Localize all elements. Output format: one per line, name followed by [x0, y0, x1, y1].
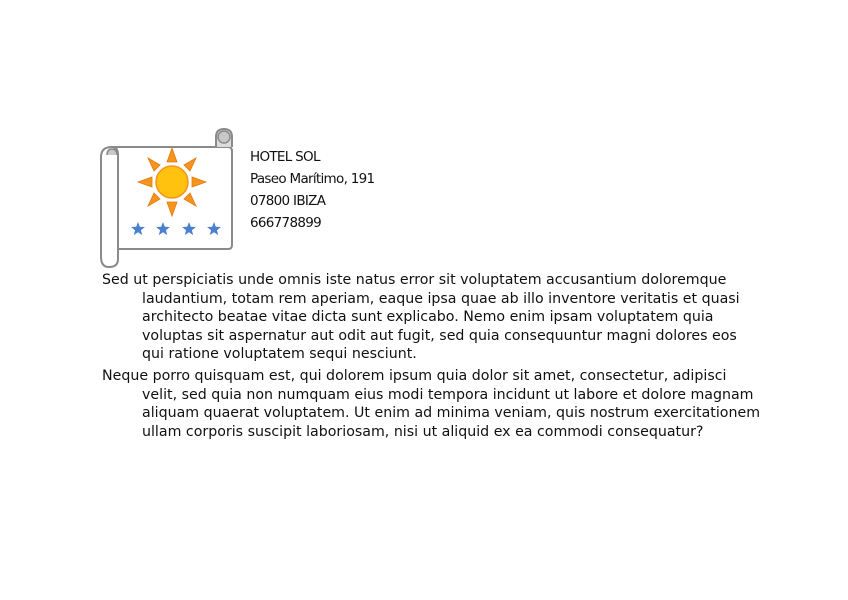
paragraph-2: Neque porro quisquam est, qui dolorem ipsum quia dolor sit amet, consectetur, adipisci velit, sed quia non numquam eius modi tempora incidunt ut labore et dolore magnam aliquam quaerat voluptatem. Ut enim ad minima veniam, quis nostrum exercitationem ullam corporis suscipit laboriosam, nisi ut aliquid ex ea commodi consequatur? [102, 367, 761, 440]
body-text [102, 271, 762, 444]
hotel-phone: 666778899 [250, 215, 322, 231]
hotel-address-block [250, 146, 374, 234]
hotel-city: 07800 IBIZA [250, 193, 326, 209]
hotel-name: HOTEL SOL [250, 149, 320, 165]
hotel-logo-icon [98, 127, 238, 269]
paragraph-1: Sed ut perspiciatis unde omnis iste natus error sit voluptatem accusantium doloremque laudantium, totam rem aperiam, eaque ipsa quae ab illo inventore veritatis et quasi architecto beatae vitae dicta sunt explicabo. Nemo enim ipsam voluptatem quia voluptas sit aspernatur aut odit aut fugit, sed quia consequuntur magni dolores eos qui ratione voluptatem sequi nesciunt. [102, 272, 740, 363]
hotel-street: Paseo Marítimo, 191 [250, 171, 375, 187]
sun-icon [156, 166, 188, 198]
